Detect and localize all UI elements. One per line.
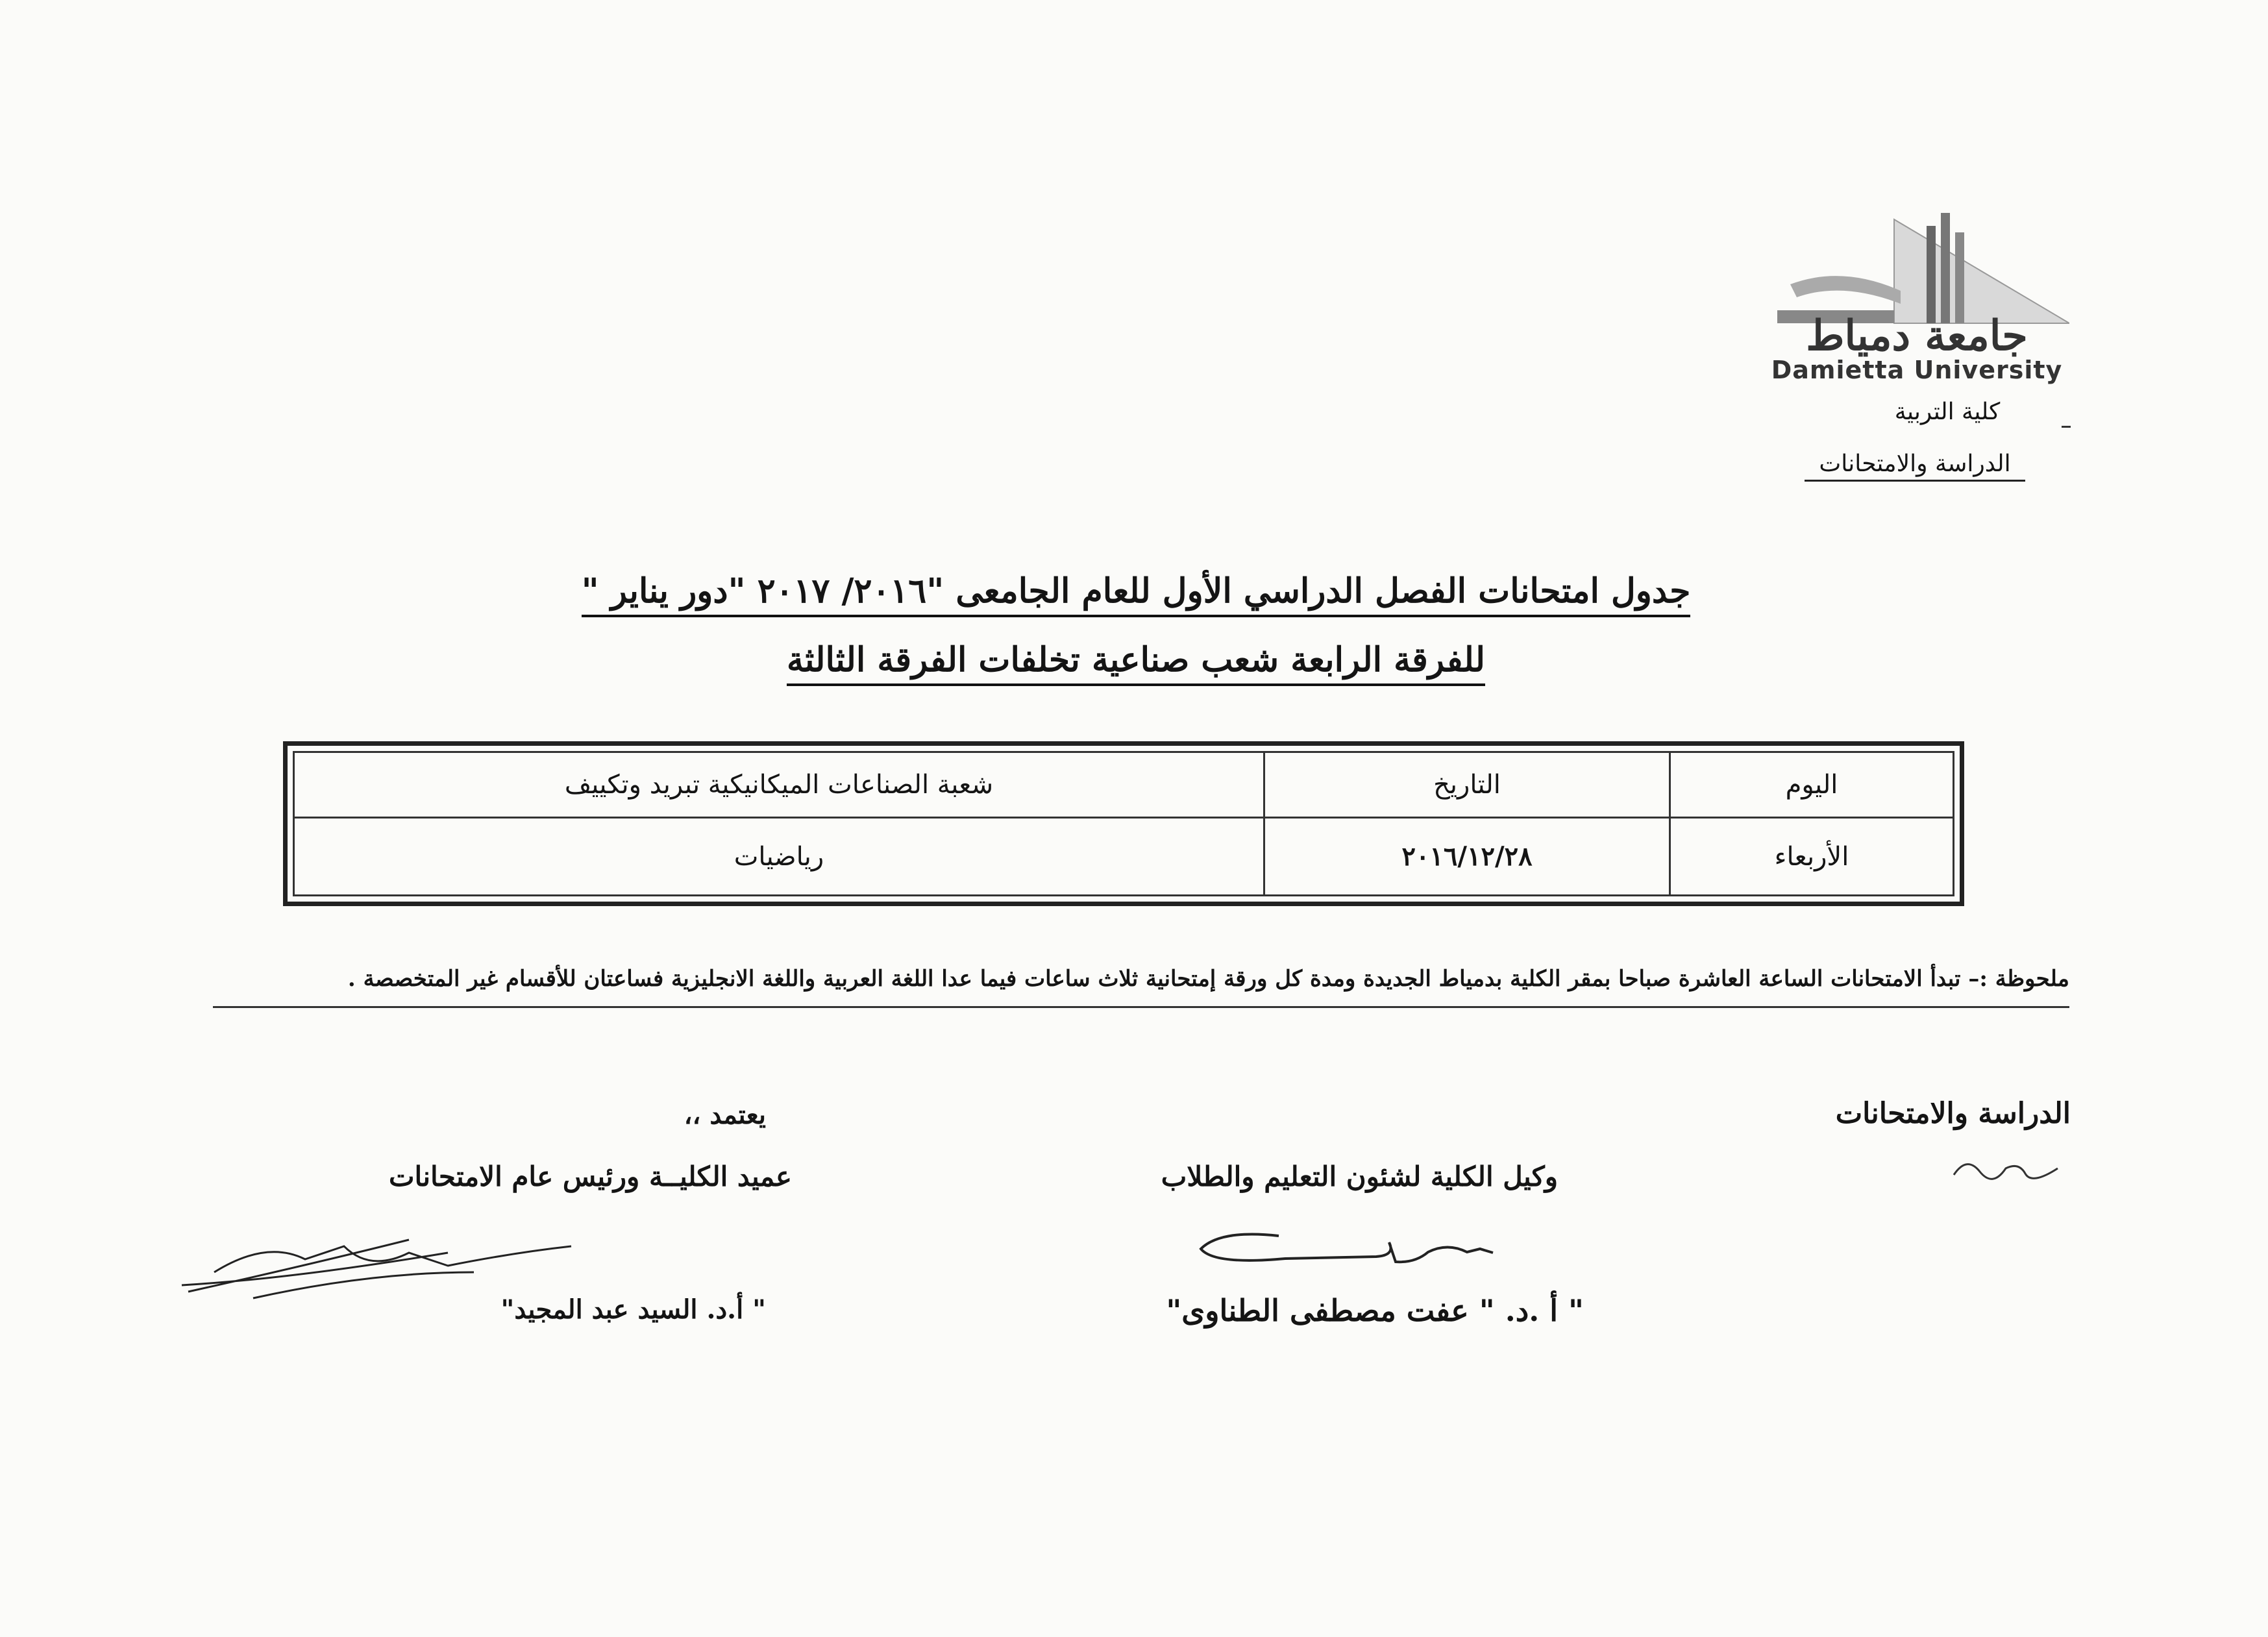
cell-date: ٢٠١٦/١٢/٢٨ [1264,818,1670,896]
page-subtitle-text: للفرقة الرابعة شعب صناعية تخلفات الفرقة الثالثة [787,640,1485,686]
header-day: اليوم [1670,752,1954,818]
exam-table [293,751,1954,896]
signature-middle-title: وكيل الكلية لشئون التعليم والطلاب [1161,1161,1558,1192]
exam-table-frame [283,741,1964,906]
signature-left-title: عميد الكليــة ورئيس عام الامتحانات [389,1161,792,1192]
header-dash [2062,426,2071,428]
left-handwritten-signature-icon [175,1227,591,1305]
table-row [294,818,1954,896]
department-name: الدراسة والامتحانات [1805,450,2025,482]
page-title-text: جدول امتحانات الفصل الدراسي الأول للعام الجامعى "٢٠١٦/ ٢٠١٧ "دور يناير " [582,571,1691,617]
middle-handwritten-signature-icon [1194,1216,1506,1275]
table-header-row [294,752,1954,818]
header-subject: شعبة الصناعات الميكانيكية تبريد وتكييف [294,752,1264,818]
header-date: التاريخ [1264,752,1670,818]
exam-note: ملحوظة :– تبدأ الامتحانات الساعة العاشرة صباحا بمقر الكلية بدمياط الجديدة ومدة كل ورقة إمتحانية ثلاث ساعات فيما عدا اللغة العربية واللغة الانجليزية فساعتان للأقسام غير المتخصصة . [347,966,2069,992]
page-subtitle [454,640,1818,680]
university-name-arabic: جامعة دمياط [1806,312,2028,360]
signature-left-approve: يعتمد ،، [684,1100,766,1130]
signature-right-title: الدراسة والامتحانات [1835,1097,2071,1130]
signature-left-name: " أ.د. السيد عبد المجيد" [500,1294,766,1325]
cell-day: الأربعاء [1670,818,1954,896]
initials-signature-icon [1947,1149,2064,1188]
university-name-english: Damietta University [1771,356,2063,384]
faculty-name: كلية التربية [1894,399,2001,425]
note-underline [213,1006,2069,1008]
page-title [454,571,1818,611]
cell-subject: رياضيات [294,818,1264,896]
signature-middle-name: " أ .د. " عفت مصطفى الطناوى" [1166,1293,1584,1328]
